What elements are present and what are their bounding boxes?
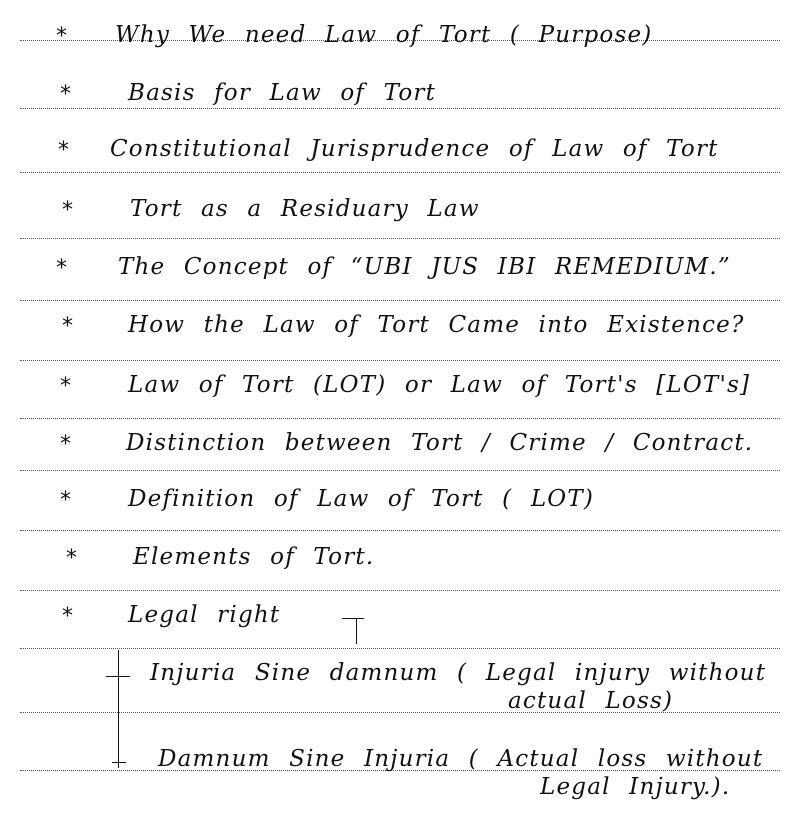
ruled-line bbox=[20, 238, 780, 239]
ruled-line bbox=[20, 530, 780, 531]
sub-item-continuation bbox=[0, 774, 800, 814]
sub-item-text: actual Loss) bbox=[508, 688, 674, 714]
ruled-line bbox=[20, 300, 780, 301]
topic-text: Elements of Tort. bbox=[133, 544, 375, 570]
bullet-asterisk: * bbox=[58, 138, 69, 163]
topic-line bbox=[0, 544, 800, 584]
ruled-line bbox=[20, 360, 780, 361]
topic-line bbox=[0, 312, 800, 352]
ruled-line bbox=[20, 648, 780, 649]
bullet-asterisk: * bbox=[60, 374, 71, 399]
topic-text: Distinction between Tort / Crime / Contract. bbox=[126, 430, 754, 456]
bullet-asterisk: * bbox=[66, 546, 77, 571]
topic-line bbox=[0, 372, 800, 412]
bullet-asterisk: * bbox=[60, 488, 71, 513]
ruled-line bbox=[20, 418, 780, 419]
topic-text: Tort as a Residuary Law bbox=[130, 196, 480, 222]
topic-text: Constitutional Jurisprudence of Law of Tort bbox=[110, 136, 719, 162]
topic-text: The Concept of “UBI JUS IBI REMEDIUM.” bbox=[118, 254, 731, 280]
topic-line bbox=[0, 430, 800, 470]
topic-line bbox=[0, 486, 800, 526]
topic-text: Legal right bbox=[128, 602, 281, 628]
bullet-asterisk: * bbox=[56, 24, 67, 49]
topic-line bbox=[0, 22, 800, 62]
topic-line bbox=[0, 196, 800, 236]
sub-item-text: Legal Injury.). bbox=[540, 774, 731, 800]
topic-line bbox=[0, 136, 800, 176]
topic-text: Law of Tort (LOT) or Law of Tort's [LOT's] bbox=[128, 372, 751, 398]
bullet-asterisk: * bbox=[56, 256, 67, 281]
topic-text: How the Law of Tort Came into Existence? bbox=[128, 312, 745, 338]
topic-text: Definition of Law of Tort ( LOT) bbox=[128, 486, 595, 512]
topic-text: Why We need Law of Tort ( Purpose) bbox=[115, 22, 653, 48]
ruled-line bbox=[20, 590, 780, 591]
bullet-asterisk: * bbox=[62, 604, 73, 629]
topic-line bbox=[0, 602, 800, 642]
arrow-stem-icon bbox=[342, 618, 364, 619]
topic-line bbox=[0, 254, 800, 294]
sub-item-text: Injuria Sine damnum ( Legal injury without bbox=[150, 660, 767, 686]
bullet-asterisk: * bbox=[60, 432, 71, 457]
arrow-down-icon bbox=[356, 618, 357, 644]
topic-line bbox=[0, 80, 800, 120]
sub-item-text: Damnum Sine Injuria ( Actual loss without bbox=[158, 746, 764, 772]
bullet-asterisk: * bbox=[62, 314, 73, 339]
bullet-asterisk: * bbox=[60, 82, 71, 107]
topic-text: Basis for Law of Tort bbox=[128, 80, 437, 106]
bullet-asterisk: * bbox=[62, 198, 73, 223]
sub-item-continuation bbox=[0, 688, 800, 728]
ruled-line bbox=[20, 470, 780, 471]
